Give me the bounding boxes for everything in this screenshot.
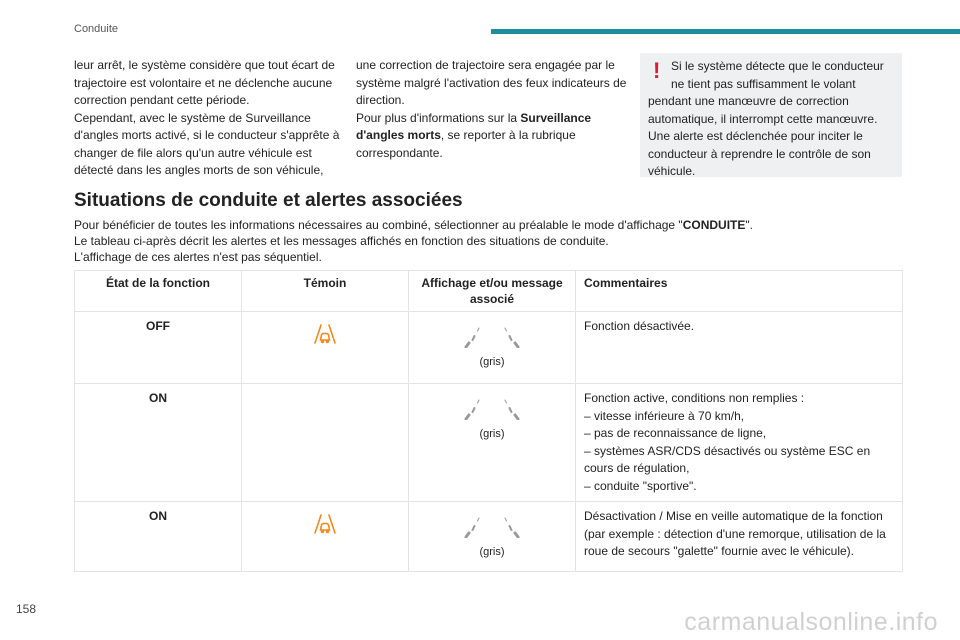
intro-line: L'affichage de ces alertes n'est pas séquentiel. bbox=[74, 250, 322, 264]
lane-lines-grey-icon bbox=[461, 398, 523, 420]
text-column-1 bbox=[74, 57, 346, 180]
lane-lines-grey-icon bbox=[461, 516, 523, 538]
bold-reference: Surveillance d'angles morts bbox=[356, 110, 592, 142]
section-title: Situations de conduite et alertes associées bbox=[74, 190, 463, 211]
table-header-row bbox=[75, 271, 903, 312]
intro-line: Pour bénéficier de toutes les informations nécessaires au combiné, sélectionner au préalable le mode d'affichage "CONDUITE". bbox=[74, 218, 753, 232]
display-caption: (gris) bbox=[479, 356, 505, 368]
intro-line: Le tableau ci-après décrit les alertes et les messages affichés en fonction des situations de conduite. bbox=[74, 234, 609, 248]
comment-cell: Fonction active, conditions non remplies : – vitesse inférieure à 70 km/h, – pas de reconnaissance de ligne, – systèmes ASR/CDS désactivés ou système ESC en cours de régulation, – conduite "sportive". bbox=[576, 384, 903, 502]
paragraph: une correction de trajectoire sera engagée par le système malgré l'activation des feux indicateurs de direction. bbox=[356, 58, 627, 107]
column-header: État de la fonction bbox=[75, 271, 242, 312]
lane-lines-grey-icon bbox=[461, 326, 523, 348]
paragraph: Cependant, avec le système de Surveillance d'angles morts activé, si le conducteur s'apprête à changer de file alors qu'un autre véhicule est détecté dans les angles morts de son véhicule, bbox=[74, 110, 340, 177]
warning-text-rest: pendant une manœuvre de correction automatique, il interrompt cette manœuvre. Une alerte est déclenchée pour inciter le conducteur à reprendre le contrôle de son véhicule. bbox=[648, 94, 878, 178]
lane-assist-orange-icon bbox=[312, 512, 338, 536]
state-cell: ON bbox=[75, 502, 242, 572]
indicator-cell bbox=[242, 502, 409, 572]
warning-text-first: Si le système détecte que le conducteur ne tient pas suffisamment le volant bbox=[671, 59, 884, 91]
column-header: Témoin bbox=[242, 271, 409, 312]
column-header: Affichage et/ou message associé bbox=[409, 271, 576, 312]
indicator-cell bbox=[242, 384, 409, 502]
state-cell: ON bbox=[75, 384, 242, 502]
display-caption: (gris) bbox=[479, 546, 505, 558]
table-row bbox=[75, 312, 903, 384]
display-cell bbox=[409, 312, 576, 384]
text-column-2 bbox=[356, 57, 628, 162]
display-caption: (gris) bbox=[479, 428, 505, 440]
warning-box bbox=[640, 53, 902, 177]
alerts-table bbox=[74, 270, 903, 572]
intro-text bbox=[74, 217, 904, 265]
section-label: Conduite bbox=[74, 23, 119, 35]
table-row bbox=[75, 502, 903, 572]
indicator-cell bbox=[242, 312, 409, 384]
comment-cell: Désactivation / Mise en veille automatique de la fonction (par exemple : détection d'une remorque, utilisation de la roue de secours "galette" fournie avec le véhicule). bbox=[576, 502, 903, 572]
header-accent-bar bbox=[491, 29, 960, 34]
paragraph: leur arrêt, le système considère que tout écart de trajectoire est volontaire et ne déclenche aucune correction pendant cette période. bbox=[74, 58, 335, 107]
display-cell bbox=[409, 384, 576, 502]
paragraph: Pour plus d'informations sur la Surveillance d'angles morts, se reporter à la rubrique correspondante. bbox=[356, 110, 592, 160]
state-cell: OFF bbox=[75, 312, 242, 384]
display-cell bbox=[409, 502, 576, 572]
comment-cell: Fonction désactivée. bbox=[576, 312, 903, 384]
table-row bbox=[75, 384, 903, 502]
exclamation-icon: ! bbox=[653, 58, 661, 83]
footer-watermark: carmanualsonline.info bbox=[684, 608, 938, 636]
lane-assist-orange-icon bbox=[312, 322, 338, 346]
column-header: Commentaires bbox=[576, 271, 903, 312]
page-number: 158 bbox=[16, 602, 37, 616]
